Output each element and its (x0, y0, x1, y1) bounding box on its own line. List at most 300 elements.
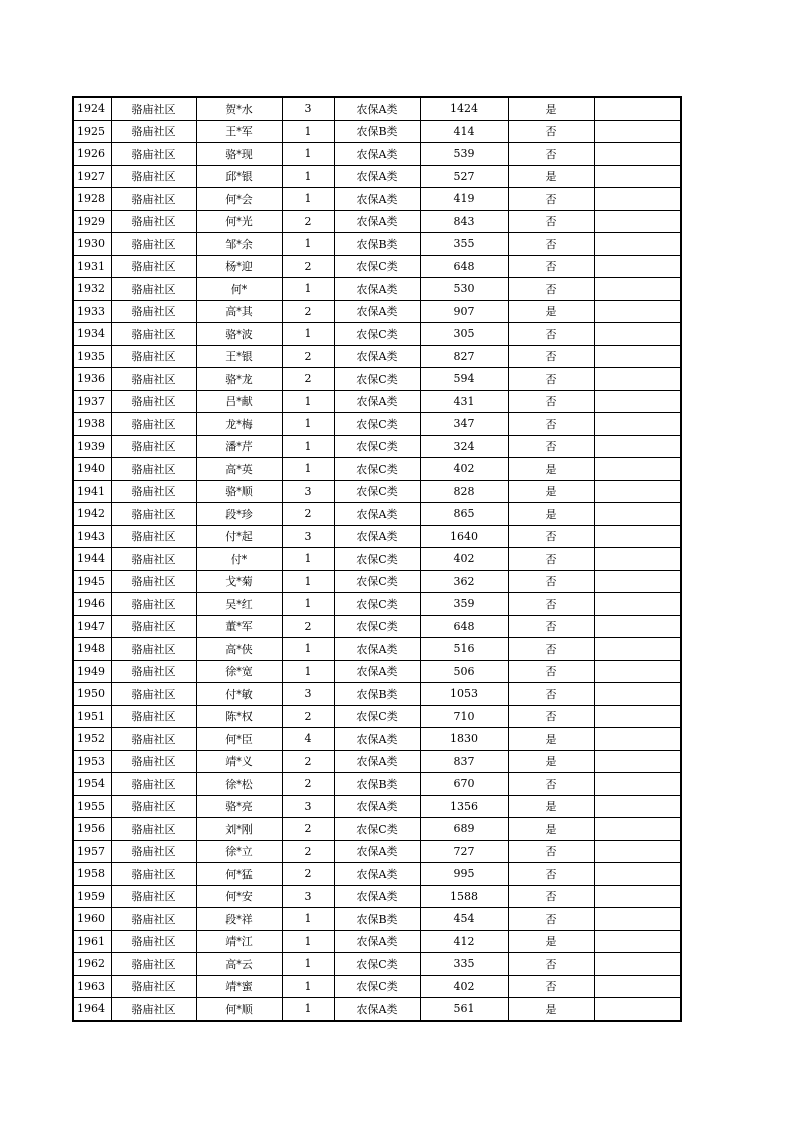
person-name-cell: 徐*立 (196, 840, 282, 863)
insurance-type-cell: 农保A类 (334, 503, 420, 526)
household-count-cell: 1 (282, 548, 334, 571)
empty-cell (594, 638, 681, 661)
flag-cell: 否 (508, 120, 594, 143)
household-count-cell: 2 (282, 210, 334, 233)
insurance-type-cell: 农保A类 (334, 638, 420, 661)
community-name-cell: 骆庙社区 (111, 638, 196, 661)
person-name-cell: 高*侠 (196, 638, 282, 661)
person-name-cell: 段*珍 (196, 503, 282, 526)
amount-cell: 530 (420, 278, 508, 301)
insurance-type-cell: 农保A类 (334, 795, 420, 818)
person-name-cell: 陈*权 (196, 705, 282, 728)
insurance-type-cell: 农保A类 (334, 188, 420, 211)
empty-cell (594, 165, 681, 188)
amount-cell: 362 (420, 570, 508, 593)
household-count-cell: 1 (282, 638, 334, 661)
table-row (73, 975, 681, 998)
person-name-cell: 何*安 (196, 885, 282, 908)
flag-cell: 否 (508, 188, 594, 211)
insurance-type-cell: 农保A类 (334, 998, 420, 1021)
household-count-cell: 1 (282, 593, 334, 616)
community-name-cell: 骆庙社区 (111, 570, 196, 593)
table-row (73, 525, 681, 548)
community-name-cell: 骆庙社区 (111, 435, 196, 458)
amount-cell: 1053 (420, 683, 508, 706)
community-name-cell: 骆庙社区 (111, 548, 196, 571)
amount-cell: 419 (420, 188, 508, 211)
household-count-cell: 3 (282, 795, 334, 818)
community-name-cell: 骆庙社区 (111, 233, 196, 256)
table-row (73, 233, 681, 256)
community-name-cell: 骆庙社区 (111, 97, 196, 120)
row-id-cell: 1932 (73, 278, 111, 301)
household-count-cell: 2 (282, 863, 334, 886)
person-name-cell: 段*祥 (196, 908, 282, 931)
empty-cell (594, 525, 681, 548)
person-name-cell: 王*银 (196, 345, 282, 368)
community-name-cell: 骆庙社区 (111, 975, 196, 998)
row-id-cell: 1949 (73, 660, 111, 683)
empty-cell (594, 570, 681, 593)
person-name-cell: 王*军 (196, 120, 282, 143)
community-name-cell: 骆庙社区 (111, 210, 196, 233)
flag-cell: 否 (508, 593, 594, 616)
amount-cell: 305 (420, 323, 508, 346)
flag-cell: 是 (508, 930, 594, 953)
amount-cell: 865 (420, 503, 508, 526)
table-row (73, 818, 681, 841)
household-count-cell: 4 (282, 728, 334, 751)
table-row (73, 683, 681, 706)
community-name-cell: 骆庙社区 (111, 885, 196, 908)
household-count-cell: 1 (282, 120, 334, 143)
household-count-cell: 1 (282, 953, 334, 976)
flag-cell: 否 (508, 390, 594, 413)
row-id-cell: 1929 (73, 210, 111, 233)
table-row (73, 345, 681, 368)
amount-cell: 431 (420, 390, 508, 413)
amount-cell: 402 (420, 975, 508, 998)
flag-cell: 否 (508, 233, 594, 256)
table-row (73, 593, 681, 616)
row-id-cell: 1940 (73, 458, 111, 481)
flag-cell: 否 (508, 368, 594, 391)
row-id-cell: 1944 (73, 548, 111, 571)
row-id-cell: 1942 (73, 503, 111, 526)
community-name-cell: 骆庙社区 (111, 188, 196, 211)
amount-cell: 527 (420, 165, 508, 188)
empty-cell (594, 390, 681, 413)
row-id-cell: 1948 (73, 638, 111, 661)
household-count-cell: 2 (282, 345, 334, 368)
amount-cell: 727 (420, 840, 508, 863)
amount-cell: 347 (420, 413, 508, 436)
row-id-cell: 1954 (73, 773, 111, 796)
flag-cell: 否 (508, 953, 594, 976)
amount-cell: 454 (420, 908, 508, 931)
amount-cell: 355 (420, 233, 508, 256)
empty-cell (594, 120, 681, 143)
row-id-cell: 1947 (73, 615, 111, 638)
household-count-cell: 2 (282, 368, 334, 391)
community-name-cell: 骆庙社区 (111, 998, 196, 1021)
person-name-cell: 戈*菊 (196, 570, 282, 593)
table-row (73, 188, 681, 211)
community-name-cell: 骆庙社区 (111, 413, 196, 436)
row-id-cell: 1951 (73, 705, 111, 728)
community-name-cell: 骆庙社区 (111, 908, 196, 931)
person-name-cell: 何*猛 (196, 863, 282, 886)
empty-cell (594, 840, 681, 863)
flag-cell: 是 (508, 97, 594, 120)
insurance-type-cell: 农保C类 (334, 323, 420, 346)
community-name-cell: 骆庙社区 (111, 660, 196, 683)
empty-cell (594, 210, 681, 233)
empty-cell (594, 503, 681, 526)
insurance-type-cell: 农保B类 (334, 233, 420, 256)
insurance-type-cell: 农保A类 (334, 660, 420, 683)
amount-cell: 907 (420, 300, 508, 323)
table-row (73, 885, 681, 908)
table-row (73, 390, 681, 413)
table-row (73, 210, 681, 233)
household-count-cell: 1 (282, 323, 334, 346)
amount-cell: 516 (420, 638, 508, 661)
amount-cell: 710 (420, 705, 508, 728)
household-count-cell: 2 (282, 840, 334, 863)
table-row (73, 480, 681, 503)
person-name-cell: 付* (196, 548, 282, 571)
insurance-type-cell: 农保A类 (334, 345, 420, 368)
row-id-cell: 1941 (73, 480, 111, 503)
insurance-type-cell: 农保C类 (334, 953, 420, 976)
household-count-cell: 3 (282, 480, 334, 503)
person-name-cell: 付*起 (196, 525, 282, 548)
person-name-cell: 靖*义 (196, 750, 282, 773)
amount-cell: 1588 (420, 885, 508, 908)
person-name-cell: 徐*松 (196, 773, 282, 796)
community-name-cell: 骆庙社区 (111, 300, 196, 323)
person-name-cell: 何*光 (196, 210, 282, 233)
community-name-cell: 骆庙社区 (111, 953, 196, 976)
flag-cell: 否 (508, 908, 594, 931)
empty-cell (594, 300, 681, 323)
amount-cell: 414 (420, 120, 508, 143)
community-name-cell: 骆庙社区 (111, 345, 196, 368)
insurance-type-cell: 农保A类 (334, 750, 420, 773)
community-name-cell: 骆庙社区 (111, 480, 196, 503)
row-id-cell: 1950 (73, 683, 111, 706)
flag-cell: 否 (508, 255, 594, 278)
household-count-cell: 1 (282, 930, 334, 953)
flag-cell: 否 (508, 435, 594, 458)
household-count-cell: 2 (282, 300, 334, 323)
empty-cell (594, 953, 681, 976)
flag-cell: 否 (508, 548, 594, 571)
table-row (73, 503, 681, 526)
flag-cell: 否 (508, 975, 594, 998)
insurance-type-cell: 农保C类 (334, 570, 420, 593)
insurance-type-cell: 农保C类 (334, 368, 420, 391)
insurance-type-cell: 农保A类 (334, 930, 420, 953)
community-name-cell: 骆庙社区 (111, 165, 196, 188)
insurance-type-cell: 农保A类 (334, 278, 420, 301)
household-count-cell: 3 (282, 885, 334, 908)
household-count-cell: 1 (282, 278, 334, 301)
flag-cell: 是 (508, 458, 594, 481)
empty-cell (594, 818, 681, 841)
amount-cell: 594 (420, 368, 508, 391)
person-name-cell: 何*臣 (196, 728, 282, 751)
household-count-cell: 3 (282, 525, 334, 548)
table-row (73, 908, 681, 931)
person-name-cell: 付*敏 (196, 683, 282, 706)
table-row (73, 435, 681, 458)
person-name-cell: 刘*刚 (196, 818, 282, 841)
table-row (73, 615, 681, 638)
empty-cell (594, 728, 681, 751)
flag-cell: 否 (508, 705, 594, 728)
community-name-cell: 骆庙社区 (111, 525, 196, 548)
person-name-cell: 何* (196, 278, 282, 301)
household-count-cell: 1 (282, 435, 334, 458)
insurance-type-cell: 农保A类 (334, 300, 420, 323)
empty-cell (594, 975, 681, 998)
insurance-type-cell: 农保A类 (334, 165, 420, 188)
household-count-cell: 2 (282, 705, 334, 728)
amount-cell: 828 (420, 480, 508, 503)
amount-cell: 506 (420, 660, 508, 683)
row-id-cell: 1946 (73, 593, 111, 616)
person-name-cell: 潘*芹 (196, 435, 282, 458)
community-name-cell: 骆庙社区 (111, 750, 196, 773)
community-name-cell: 骆庙社区 (111, 705, 196, 728)
household-count-cell: 2 (282, 773, 334, 796)
household-count-cell: 1 (282, 390, 334, 413)
row-id-cell: 1931 (73, 255, 111, 278)
flag-cell: 是 (508, 480, 594, 503)
amount-cell: 402 (420, 548, 508, 571)
row-id-cell: 1957 (73, 840, 111, 863)
insurance-type-cell: 农保C类 (334, 255, 420, 278)
community-name-cell: 骆庙社区 (111, 728, 196, 751)
row-id-cell: 1934 (73, 323, 111, 346)
community-name-cell: 骆庙社区 (111, 458, 196, 481)
flag-cell: 否 (508, 525, 594, 548)
amount-cell: 670 (420, 773, 508, 796)
amount-cell: 1830 (420, 728, 508, 751)
person-name-cell: 邱*银 (196, 165, 282, 188)
amount-cell: 843 (420, 210, 508, 233)
insurance-type-cell: 农保A类 (334, 210, 420, 233)
community-name-cell: 骆庙社区 (111, 255, 196, 278)
amount-cell: 1356 (420, 795, 508, 818)
community-name-cell: 骆庙社区 (111, 930, 196, 953)
flag-cell: 否 (508, 143, 594, 166)
amount-cell: 539 (420, 143, 508, 166)
flag-cell: 否 (508, 773, 594, 796)
empty-cell (594, 188, 681, 211)
empty-cell (594, 863, 681, 886)
household-count-cell: 1 (282, 165, 334, 188)
empty-cell (594, 750, 681, 773)
person-name-cell: 何*会 (196, 188, 282, 211)
empty-cell (594, 323, 681, 346)
table-row (73, 300, 681, 323)
person-name-cell: 徐*宽 (196, 660, 282, 683)
person-name-cell: 骆*亮 (196, 795, 282, 818)
insurance-type-cell: 农保B类 (334, 120, 420, 143)
person-name-cell: 董*军 (196, 615, 282, 638)
insurance-type-cell: 农保C类 (334, 480, 420, 503)
insurance-type-cell: 农保A类 (334, 728, 420, 751)
empty-cell (594, 908, 681, 931)
table-row (73, 750, 681, 773)
community-name-cell: 骆庙社区 (111, 390, 196, 413)
amount-cell: 412 (420, 930, 508, 953)
table-row (73, 413, 681, 436)
row-id-cell: 1935 (73, 345, 111, 368)
flag-cell: 否 (508, 638, 594, 661)
row-id-cell: 1962 (73, 953, 111, 976)
flag-cell: 否 (508, 683, 594, 706)
flag-cell: 否 (508, 278, 594, 301)
household-count-cell: 2 (282, 255, 334, 278)
insurance-type-cell: 农保C类 (334, 413, 420, 436)
insurance-type-cell: 农保A类 (334, 390, 420, 413)
flag-cell: 是 (508, 998, 594, 1021)
household-count-cell: 2 (282, 503, 334, 526)
row-id-cell: 1945 (73, 570, 111, 593)
household-count-cell: 1 (282, 660, 334, 683)
flag-cell: 否 (508, 660, 594, 683)
amount-cell: 324 (420, 435, 508, 458)
flag-cell: 是 (508, 818, 594, 841)
empty-cell (594, 593, 681, 616)
insurance-type-cell: 农保A类 (334, 840, 420, 863)
insurance-type-cell: 农保B类 (334, 683, 420, 706)
empty-cell (594, 885, 681, 908)
person-name-cell: 何*顺 (196, 998, 282, 1021)
empty-cell (594, 368, 681, 391)
empty-cell (594, 615, 681, 638)
row-id-cell: 1955 (73, 795, 111, 818)
row-id-cell: 1938 (73, 413, 111, 436)
person-name-cell: 贺*水 (196, 97, 282, 120)
empty-cell (594, 548, 681, 571)
row-id-cell: 1943 (73, 525, 111, 548)
flag-cell: 是 (508, 728, 594, 751)
person-name-cell: 邹*余 (196, 233, 282, 256)
row-id-cell: 1924 (73, 97, 111, 120)
empty-cell (594, 278, 681, 301)
community-name-cell: 骆庙社区 (111, 120, 196, 143)
household-count-cell: 1 (282, 413, 334, 436)
community-name-cell: 骆庙社区 (111, 795, 196, 818)
empty-cell (594, 143, 681, 166)
household-count-cell: 2 (282, 615, 334, 638)
table-row (73, 255, 681, 278)
household-count-cell: 1 (282, 188, 334, 211)
amount-cell: 827 (420, 345, 508, 368)
insurance-type-cell: 农保C类 (334, 458, 420, 481)
insurance-type-cell: 农保A类 (334, 525, 420, 548)
row-id-cell: 1953 (73, 750, 111, 773)
household-count-cell: 2 (282, 750, 334, 773)
community-name-cell: 骆庙社区 (111, 503, 196, 526)
empty-cell (594, 930, 681, 953)
table-row (73, 930, 681, 953)
flag-cell: 否 (508, 570, 594, 593)
table-row (73, 863, 681, 886)
flag-cell: 是 (508, 750, 594, 773)
person-name-cell: 吴*红 (196, 593, 282, 616)
empty-cell (594, 458, 681, 481)
insurance-type-cell: 农保C类 (334, 435, 420, 458)
person-name-cell: 靖*江 (196, 930, 282, 953)
row-id-cell: 1961 (73, 930, 111, 953)
insurance-type-cell: 农保B类 (334, 908, 420, 931)
person-name-cell: 靖*蜜 (196, 975, 282, 998)
household-count-cell: 3 (282, 97, 334, 120)
table-row (73, 323, 681, 346)
row-id-cell: 1930 (73, 233, 111, 256)
insurance-type-cell: 农保A类 (334, 143, 420, 166)
insurance-type-cell: 农保C类 (334, 548, 420, 571)
data-table (72, 96, 682, 1022)
table-row (73, 998, 681, 1021)
empty-cell (594, 97, 681, 120)
insurance-type-cell: 农保A类 (334, 97, 420, 120)
community-name-cell: 骆庙社区 (111, 818, 196, 841)
community-name-cell: 骆庙社区 (111, 863, 196, 886)
row-id-cell: 1960 (73, 908, 111, 931)
person-name-cell: 高*英 (196, 458, 282, 481)
row-id-cell: 1963 (73, 975, 111, 998)
flag-cell: 否 (508, 615, 594, 638)
table-row (73, 840, 681, 863)
household-count-cell: 3 (282, 683, 334, 706)
row-id-cell: 1939 (73, 435, 111, 458)
insurance-type-cell: 农保C类 (334, 593, 420, 616)
row-id-cell: 1927 (73, 165, 111, 188)
empty-cell (594, 233, 681, 256)
community-name-cell: 骆庙社区 (111, 683, 196, 706)
row-id-cell: 1925 (73, 120, 111, 143)
table-row (73, 548, 681, 571)
row-id-cell: 1964 (73, 998, 111, 1021)
amount-cell: 1424 (420, 97, 508, 120)
insurance-type-cell: 农保C类 (334, 705, 420, 728)
person-name-cell: 高*云 (196, 953, 282, 976)
amount-cell: 402 (420, 458, 508, 481)
community-name-cell: 骆庙社区 (111, 143, 196, 166)
flag-cell: 否 (508, 885, 594, 908)
empty-cell (594, 435, 681, 458)
empty-cell (594, 795, 681, 818)
flag-cell: 否 (508, 345, 594, 368)
table-row (73, 143, 681, 166)
table-row (73, 705, 681, 728)
row-id-cell: 1956 (73, 818, 111, 841)
household-count-cell: 1 (282, 233, 334, 256)
flag-cell: 是 (508, 795, 594, 818)
table-row (73, 570, 681, 593)
household-count-cell: 1 (282, 908, 334, 931)
amount-cell: 648 (420, 615, 508, 638)
flag-cell: 否 (508, 840, 594, 863)
household-count-cell: 1 (282, 975, 334, 998)
